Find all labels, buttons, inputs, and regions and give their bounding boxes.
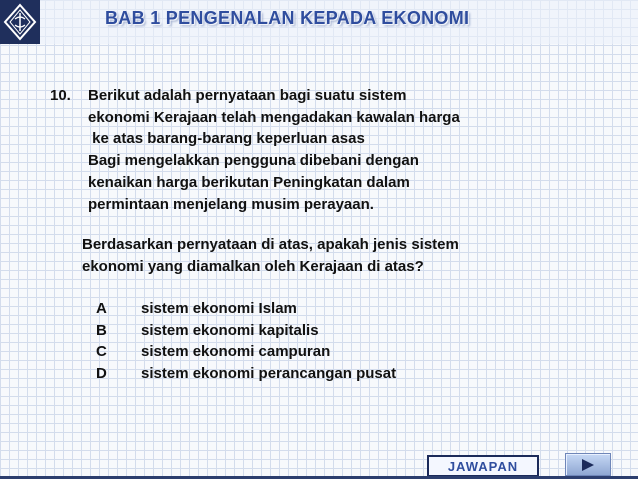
- question-line: permintaan menjelang musim perayaan.: [88, 196, 374, 213]
- option-letter: B: [96, 322, 107, 339]
- option-text: sistem ekonomi kapitalis: [141, 322, 319, 339]
- jawapan-button[interactable]: JAWAPAN: [427, 455, 539, 477]
- question-line: kenaikan harga berikutan Peningkatan dalam: [88, 174, 410, 191]
- question-line: Berikut adalah pernyataan bagi suatu sistem: [88, 87, 407, 104]
- question-line: ke atas barang-barang keperluan asas: [88, 130, 365, 147]
- slide-title: BAB 1 PENGENALAN KEPADA EKONOMI: [105, 8, 470, 28]
- option-letter: A: [96, 300, 107, 317]
- university-logo-icon: [0, 0, 40, 44]
- prompt-line: Berdasarkan pernyataan di atas, apakah jenis sistem: [82, 236, 459, 253]
- option-text: sistem ekonomi perancangan pusat: [141, 365, 397, 382]
- question-number: 10.: [50, 87, 71, 104]
- question-line: Bagi mengelakkan pengguna dibebani dengan: [88, 152, 419, 169]
- play-arrow-icon: [580, 458, 596, 472]
- question-line: ekonomi Kerajaan telah mengadakan kawalan harga: [88, 109, 460, 126]
- option-letter: C: [96, 343, 107, 360]
- next-slide-button[interactable]: [565, 453, 611, 476]
- option-text: sistem ekonomi Islam: [141, 300, 297, 317]
- option-text: sistem ekonomi campuran: [141, 343, 331, 360]
- prompt-line: ekonomi yang diamalkan oleh Kerajaan di atas?: [82, 258, 424, 275]
- option-letter: D: [96, 365, 107, 382]
